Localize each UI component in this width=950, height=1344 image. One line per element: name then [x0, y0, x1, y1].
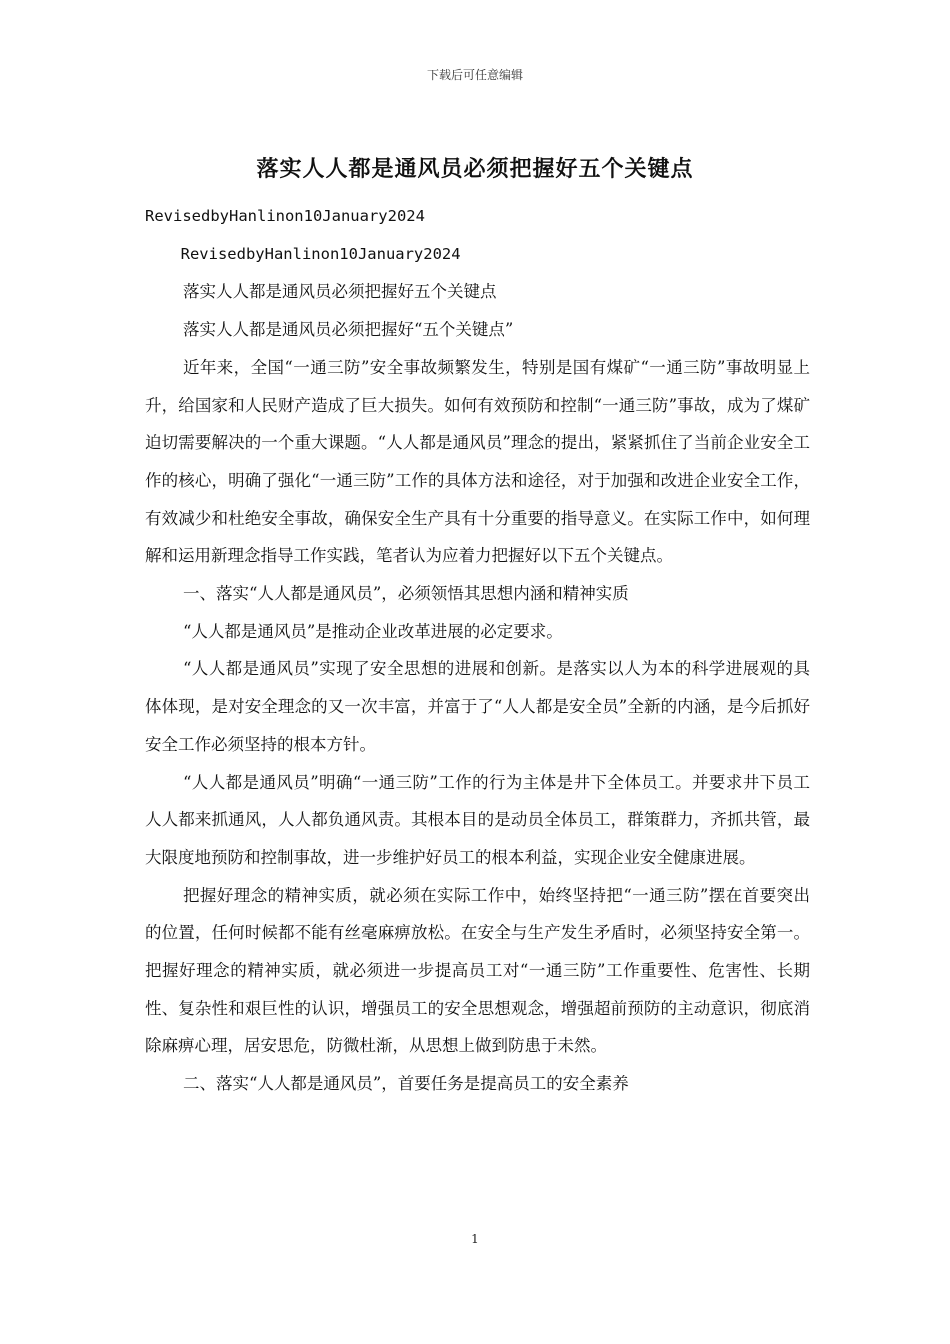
page-header: 下载后可任意编辑	[426, 68, 523, 82]
page-number: 1	[471, 1232, 479, 1246]
body-paragraph: 把握好理念的精神实质，就必须在实际工作中，始终坚持把“一通三防”摆在首要突出的位置，任何时候都不能有丝毫麻痹放松。在安全与生产发生矛盾时，必须坚持安全第一。把握好理念的精神实质，就必须进一步提高员工对“一通三防”工作重要性、危害性、长期性、复杂性和艰巨性的认识，增强员工的安全思想观念，增强超前预防的主动意识，彻底消除麻痹心理，居安思危，防微杜渐，从思想上做到防患于未然。	[145, 885, 810, 1056]
body-paragraph: “人人都是通风员”是推动企业改革进展的必定要求。	[182, 621, 563, 641]
body-paragraph: “人人都是通风员”实现了安全思想的进展和创新。是落实以人为本的科学进展观的具体体现，是对安全理念的又一次丰富，并富于了“人人都是安全员”全新的内涵，是今后抓好安全工作必须坚持的根本方针。	[145, 659, 810, 754]
body-paragraph: “人人都是通风员”明确“一通三防”工作的行为主体是井下全体员工。并要求井下员工人人都来抓通风，人人都负通风责。其根本目的是动员全体员工，群策群力，齐抓共管，最大限度地预防和控制事故，进一步维护好员工的根本利益，实现企业安全健康进展。	[145, 772, 810, 867]
document-title: 落实人人都是通风员必须把握好五个关键点	[256, 156, 694, 182]
intro-paragraph: 近年来，全国“一通三防”安全事故频繁发生，特别是国有煤矿“一通三防”事故明显上升，给国家和人民财产造成了巨大损失。如何有效预防和控制“一通三防”事故，成为了煤矿迫切需要解决的一个重大课题。“人人都是通风员”理念的提出，紧紧抓住了当前企业安全工作的核心，明确了强化“一通三防”工作的具体方法和途径，对于加强和改进企业安全工作，有效减少和杜绝安全事故，确保安全生产具有十分重要的指导意义。在实际工作中，如何理解和运用新理念指导工作实践，笔者认为应着力把握好以下五个关键点。	[145, 357, 810, 566]
revision-line-indented: RevisedbyHanlinon10January2024	[180, 244, 461, 263]
subtitle-line: 落实人人都是通风员必须把握好五个关键点	[182, 282, 497, 302]
section-heading-1: 一、落实“人人都是通风员”，必须领悟其思想内涵和精神实质	[182, 584, 629, 604]
document-body	[145, 198, 810, 1103]
revision-line: RevisedbyHanlinon10January2024	[145, 207, 425, 225]
section-heading-2: 二、落实“人人都是通风员”，首要任务是提高员工的安全素养	[182, 1074, 629, 1094]
subtitle-line-quoted: 落实人人都是通风员必须把握好“五个关键点”	[182, 320, 514, 340]
